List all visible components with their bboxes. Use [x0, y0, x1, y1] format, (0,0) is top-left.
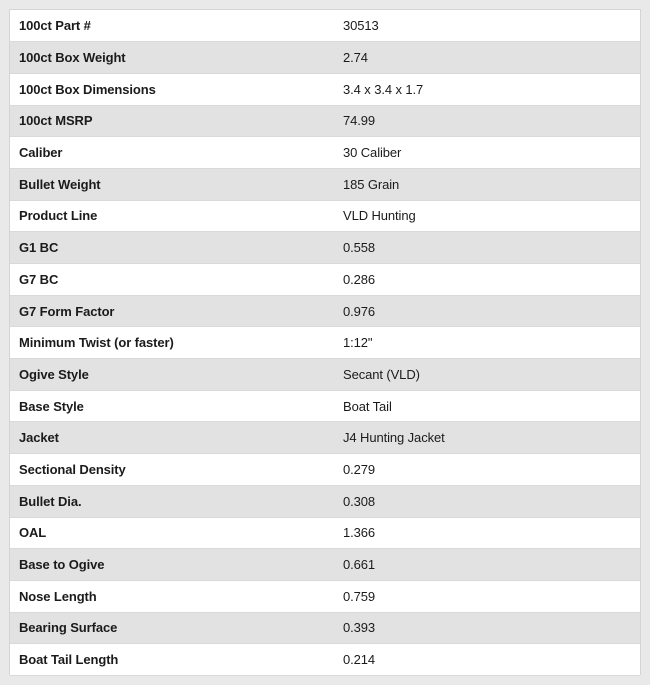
table-row: [10, 105, 640, 137]
spec-label: Base Style: [10, 390, 334, 422]
spec-value: J4 Hunting Jacket: [334, 422, 640, 454]
spec-label: 100ct Box Dimensions: [10, 73, 334, 105]
table-row: [10, 10, 640, 42]
table-row: [10, 485, 640, 517]
spec-label: Bullet Dia.: [10, 485, 334, 517]
spec-label: Bearing Surface: [10, 612, 334, 644]
table-row: [10, 327, 640, 359]
spec-value: 0.214: [334, 644, 640, 676]
spec-label: Ogive Style: [10, 359, 334, 391]
table-row: [10, 644, 640, 676]
spec-label: Jacket: [10, 422, 334, 454]
table-row: [10, 422, 640, 454]
spec-label: Product Line: [10, 200, 334, 232]
spec-value: Secant (VLD): [334, 359, 640, 391]
spec-value: 0.558: [334, 232, 640, 264]
spec-value: 0.661: [334, 549, 640, 581]
spec-label: 100ct MSRP: [10, 105, 334, 137]
spec-table-container: [9, 9, 641, 675]
spec-label: G7 Form Factor: [10, 295, 334, 327]
spec-label: G1 BC: [10, 232, 334, 264]
spec-label: Nose Length: [10, 580, 334, 612]
table-row: [10, 359, 640, 391]
table-row: [10, 295, 640, 327]
spec-value: 3.4 x 3.4 x 1.7: [334, 73, 640, 105]
spec-label: Caliber: [10, 137, 334, 169]
spec-value: 0.279: [334, 454, 640, 486]
table-row: [10, 454, 640, 486]
table-row: [10, 137, 640, 169]
spec-table: [10, 10, 640, 676]
spec-value: 0.976: [334, 295, 640, 327]
spec-value: 2.74: [334, 42, 640, 74]
spec-label: 100ct Part #: [10, 10, 334, 42]
spec-value: 74.99: [334, 105, 640, 137]
table-row: [10, 549, 640, 581]
spec-value: 1.366: [334, 517, 640, 549]
spec-value: 30513: [334, 10, 640, 42]
spec-label: Bullet Weight: [10, 168, 334, 200]
table-row: [10, 612, 640, 644]
spec-label: 100ct Box Weight: [10, 42, 334, 74]
spec-label: Boat Tail Length: [10, 644, 334, 676]
spec-value: Boat Tail: [334, 390, 640, 422]
spec-label: Sectional Density: [10, 454, 334, 486]
spec-value: 0.286: [334, 264, 640, 296]
table-row: [10, 200, 640, 232]
spec-label: Minimum Twist (or faster): [10, 327, 334, 359]
table-row: [10, 390, 640, 422]
table-row: [10, 580, 640, 612]
spec-label: OAL: [10, 517, 334, 549]
spec-value: 0.308: [334, 485, 640, 517]
table-row: [10, 517, 640, 549]
table-row: [10, 232, 640, 264]
spec-value: 185 Grain: [334, 168, 640, 200]
table-row: [10, 73, 640, 105]
spec-value: 30 Caliber: [334, 137, 640, 169]
table-row: [10, 42, 640, 74]
spec-label: Base to Ogive: [10, 549, 334, 581]
spec-value: VLD Hunting: [334, 200, 640, 232]
spec-value: 0.393: [334, 612, 640, 644]
table-row: [10, 168, 640, 200]
spec-label: G7 BC: [10, 264, 334, 296]
spec-value: 0.759: [334, 580, 640, 612]
table-row: [10, 264, 640, 296]
spec-value: 1:12": [334, 327, 640, 359]
